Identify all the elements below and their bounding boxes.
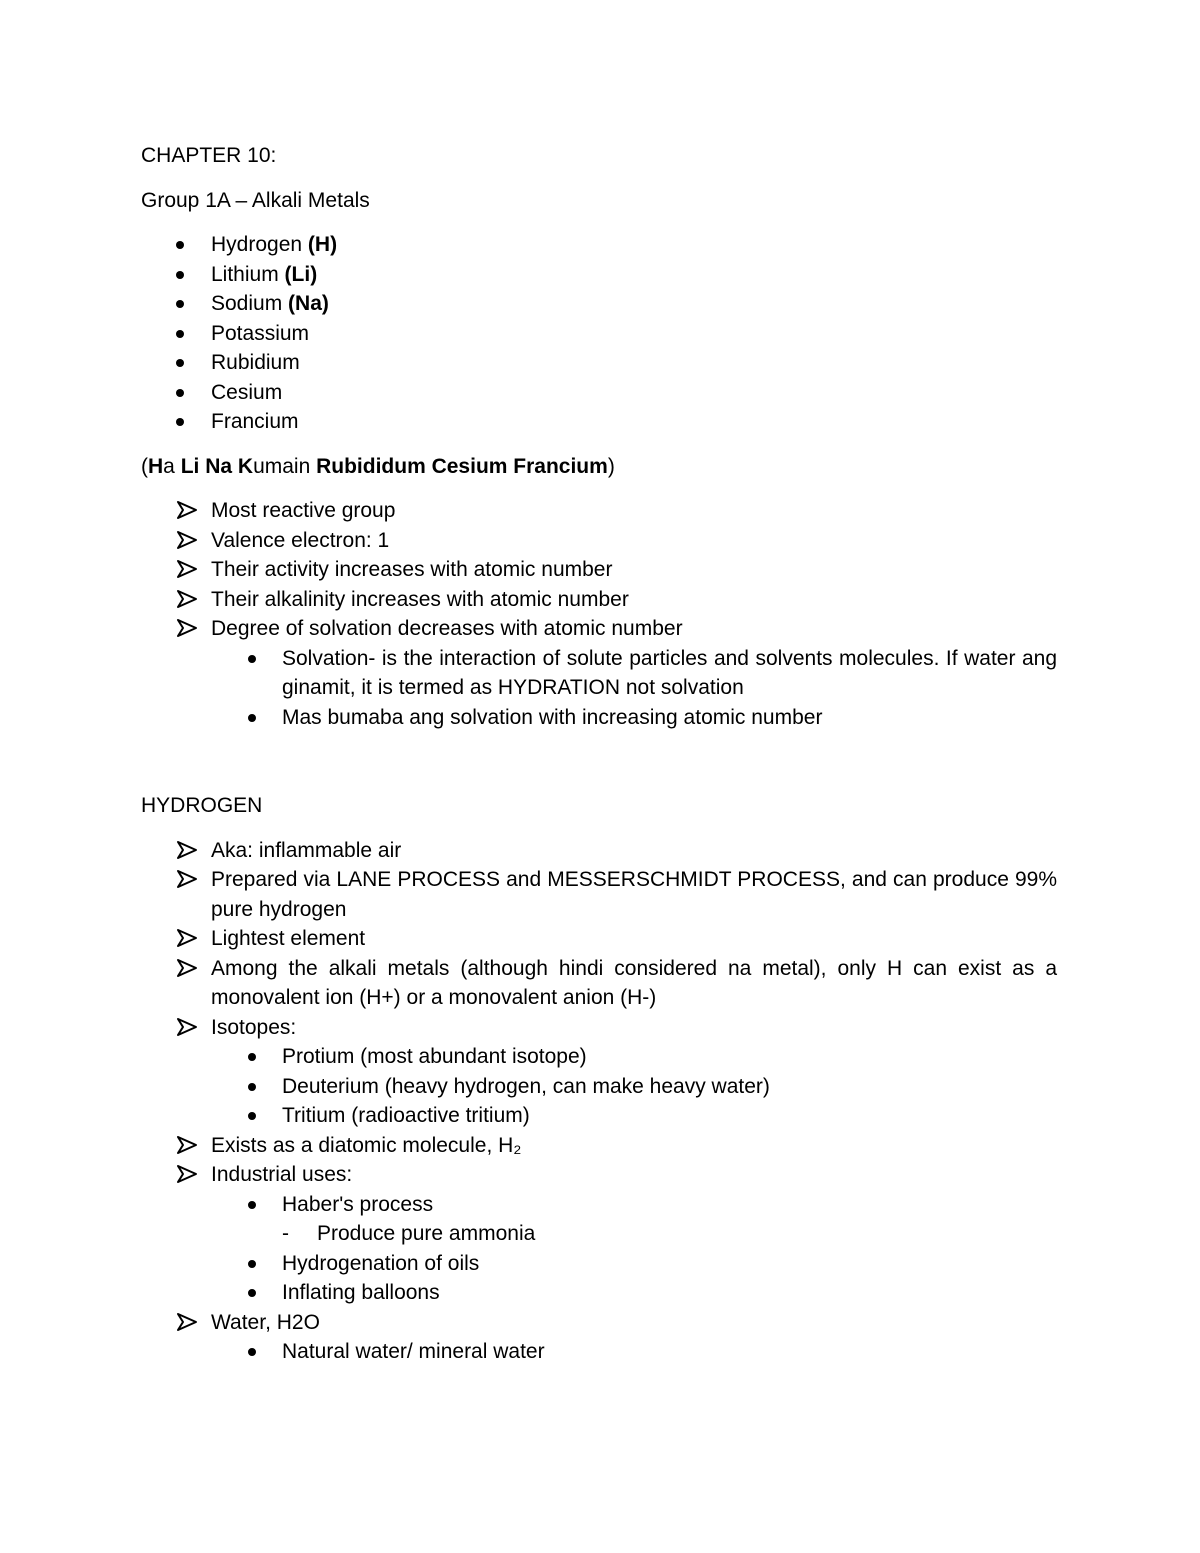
bullet-icon: [176, 300, 184, 308]
bullet-icon: [176, 359, 184, 367]
isotope-item: [141, 1072, 1057, 1102]
bullet-icon: [248, 655, 256, 663]
isotope-text: Protium (most abundant isotope): [282, 1045, 587, 1068]
dash-bullet: -: [282, 1222, 289, 1245]
arrow-bullet-icon: [176, 869, 198, 889]
bullet-icon: [248, 1112, 256, 1120]
arrow-bullet-icon: [176, 1164, 198, 1184]
industrial-use-item: [141, 1249, 1057, 1279]
arrow-bullet-icon: [176, 1017, 198, 1037]
isotope-item: [141, 1042, 1057, 1072]
bullet-icon: [176, 418, 184, 426]
list-item-lithium: [141, 260, 1057, 290]
element-symbol: (Na): [288, 292, 329, 315]
arrow-bullet-icon: [176, 958, 198, 978]
solvation-note: [141, 644, 1057, 703]
mnemonic-na: Na: [205, 454, 233, 478]
hydrogen-item: [141, 1013, 1057, 1043]
bullet-icon: [176, 389, 184, 397]
element-list: [141, 230, 1057, 437]
bullet-icon: [248, 1348, 256, 1356]
element-name: Cesium: [211, 380, 283, 404]
arrow-bullet-icon: [176, 530, 198, 550]
property-item: [141, 614, 1057, 644]
bullet-icon: [176, 330, 184, 338]
solvation-note-text: Solvation- is the interaction of solute particles and solvents molecules. If water ang ginamit, it is termed as HYDRATION not solvation: [282, 646, 1057, 699]
property-list: [141, 496, 1057, 732]
hydrogen-item: [141, 1308, 1057, 1338]
arrow-bullet-icon: [176, 1135, 198, 1155]
chapter-title: CHAPTER 10:: [141, 144, 277, 167]
water-item: [141, 1337, 1057, 1367]
list-item-sodium: [141, 289, 1057, 319]
element-name: Hydrogen: [211, 233, 303, 256]
list-item-francium: [141, 407, 1057, 437]
solvation-note: [141, 703, 1057, 733]
hydrogen-list: [141, 836, 1057, 1367]
hydrogen-lightest: Lightest element: [211, 927, 366, 950]
mnemonic-h: H: [148, 454, 164, 478]
arrow-bullet-icon: [176, 500, 198, 520]
isotope-text: Tritium (radioactive tritium): [282, 1104, 530, 1127]
hydrogen-item: [141, 836, 1057, 866]
property-item: [141, 585, 1057, 615]
isotopes-label: Isotopes:: [211, 1015, 297, 1039]
arrow-bullet-icon: [176, 1312, 198, 1332]
bullet-icon: [248, 1289, 256, 1297]
industrial-use-text: Hydrogenation of oils: [282, 1251, 480, 1275]
list-item-cesium: [141, 378, 1057, 408]
mnemonic-k: K: [237, 454, 254, 478]
property-text: Valence electron: 1: [211, 528, 390, 552]
property-item: [141, 526, 1057, 556]
element-name: Francium: [211, 410, 299, 433]
isotope-item: [141, 1101, 1057, 1131]
hydrogen-among: Among the alkali metals (although hindi considered na metal), only H can exist as a monovalent ion (H+) or a monovalent anion (H-): [211, 956, 1057, 1009]
industrial-use-text: Inflating balloons: [282, 1281, 440, 1304]
industrial-use-subitem: [141, 1219, 1057, 1249]
arrow-bullet-icon: [176, 840, 198, 860]
hydrogen-item: [141, 1160, 1057, 1190]
bullet-icon: [248, 714, 256, 722]
bullet-icon: [248, 1260, 256, 1268]
mnemonic-close: ): [607, 454, 615, 478]
industrial-use-text: Haber's process: [282, 1192, 434, 1216]
hydrogen-prepared: Prepared via LANE PROCESS and MESSERSCHMIDT PROCESS, and can produce 99% pure hydrogen: [211, 868, 1057, 921]
hydrogen-item: [141, 1131, 1057, 1161]
document-content: [141, 141, 1057, 1367]
bullet-icon: [176, 271, 184, 279]
isotope-text: Deuterium (heavy hydrogen, can make heavy water): [282, 1074, 770, 1098]
property-text: Their alkalinity increases with atomic number: [211, 587, 629, 611]
hydrogen-item: [141, 954, 1057, 1013]
mnemonic-open: (: [141, 454, 148, 478]
element-name: Potassium: [211, 321, 310, 345]
mnemonic-umain: umain: [253, 454, 317, 478]
list-item-hydrogen: [141, 230, 1057, 260]
element-name: Lithium: [211, 262, 279, 286]
industrial-use-item: [141, 1190, 1057, 1220]
bullet-icon: [176, 241, 184, 249]
property-item: [141, 555, 1057, 585]
hydrogen-heading: HYDROGEN: [141, 794, 263, 817]
list-item-rubidium: [141, 348, 1057, 378]
arrow-bullet-icon: [176, 589, 198, 609]
element-name: Sodium: [211, 292, 283, 315]
property-text: Their activity increases with atomic number: [211, 558, 613, 581]
element-symbol: (H): [307, 233, 338, 256]
industrial-use-item: [141, 1278, 1057, 1308]
mnemonic-rest: Rubididum Cesium Francium: [316, 454, 608, 478]
bullet-icon: [248, 1201, 256, 1209]
mnemonic-a: a: [163, 454, 181, 478]
property-text: Degree of solvation decreases with atomic number: [211, 617, 683, 640]
water-label: Water, H2O: [211, 1310, 320, 1334]
list-item-potassium: [141, 319, 1057, 349]
arrow-bullet-icon: [176, 559, 198, 579]
element-name: Rubidium: [211, 351, 300, 374]
industrial-use-subtext: Produce pure ammonia: [317, 1222, 536, 1245]
hydrogen-diatomic: Exists as a diatomic molecule, H₂: [211, 1133, 522, 1157]
hydrogen-aka: Aka: inflammable air: [211, 838, 402, 862]
solvation-note-text: Mas bumaba ang solvation with increasing atomic number: [282, 705, 823, 729]
element-symbol: (Li): [284, 262, 318, 286]
mnemonic-line: [141, 452, 1057, 482]
industrial-uses-label: Industrial uses:: [211, 1163, 353, 1186]
hydrogen-item: [141, 924, 1057, 954]
group-title: Group 1A – Alkali Metals: [141, 188, 370, 212]
property-item: [141, 496, 1057, 526]
bullet-icon: [248, 1083, 256, 1091]
arrow-bullet-icon: [176, 618, 198, 638]
property-text: Most reactive group: [211, 499, 396, 522]
bullet-icon: [248, 1053, 256, 1061]
arrow-bullet-icon: [176, 928, 198, 948]
mnemonic-li: Li: [180, 454, 200, 478]
water-item-text: Natural water/ mineral water: [282, 1340, 545, 1363]
hydrogen-item: [141, 865, 1057, 924]
